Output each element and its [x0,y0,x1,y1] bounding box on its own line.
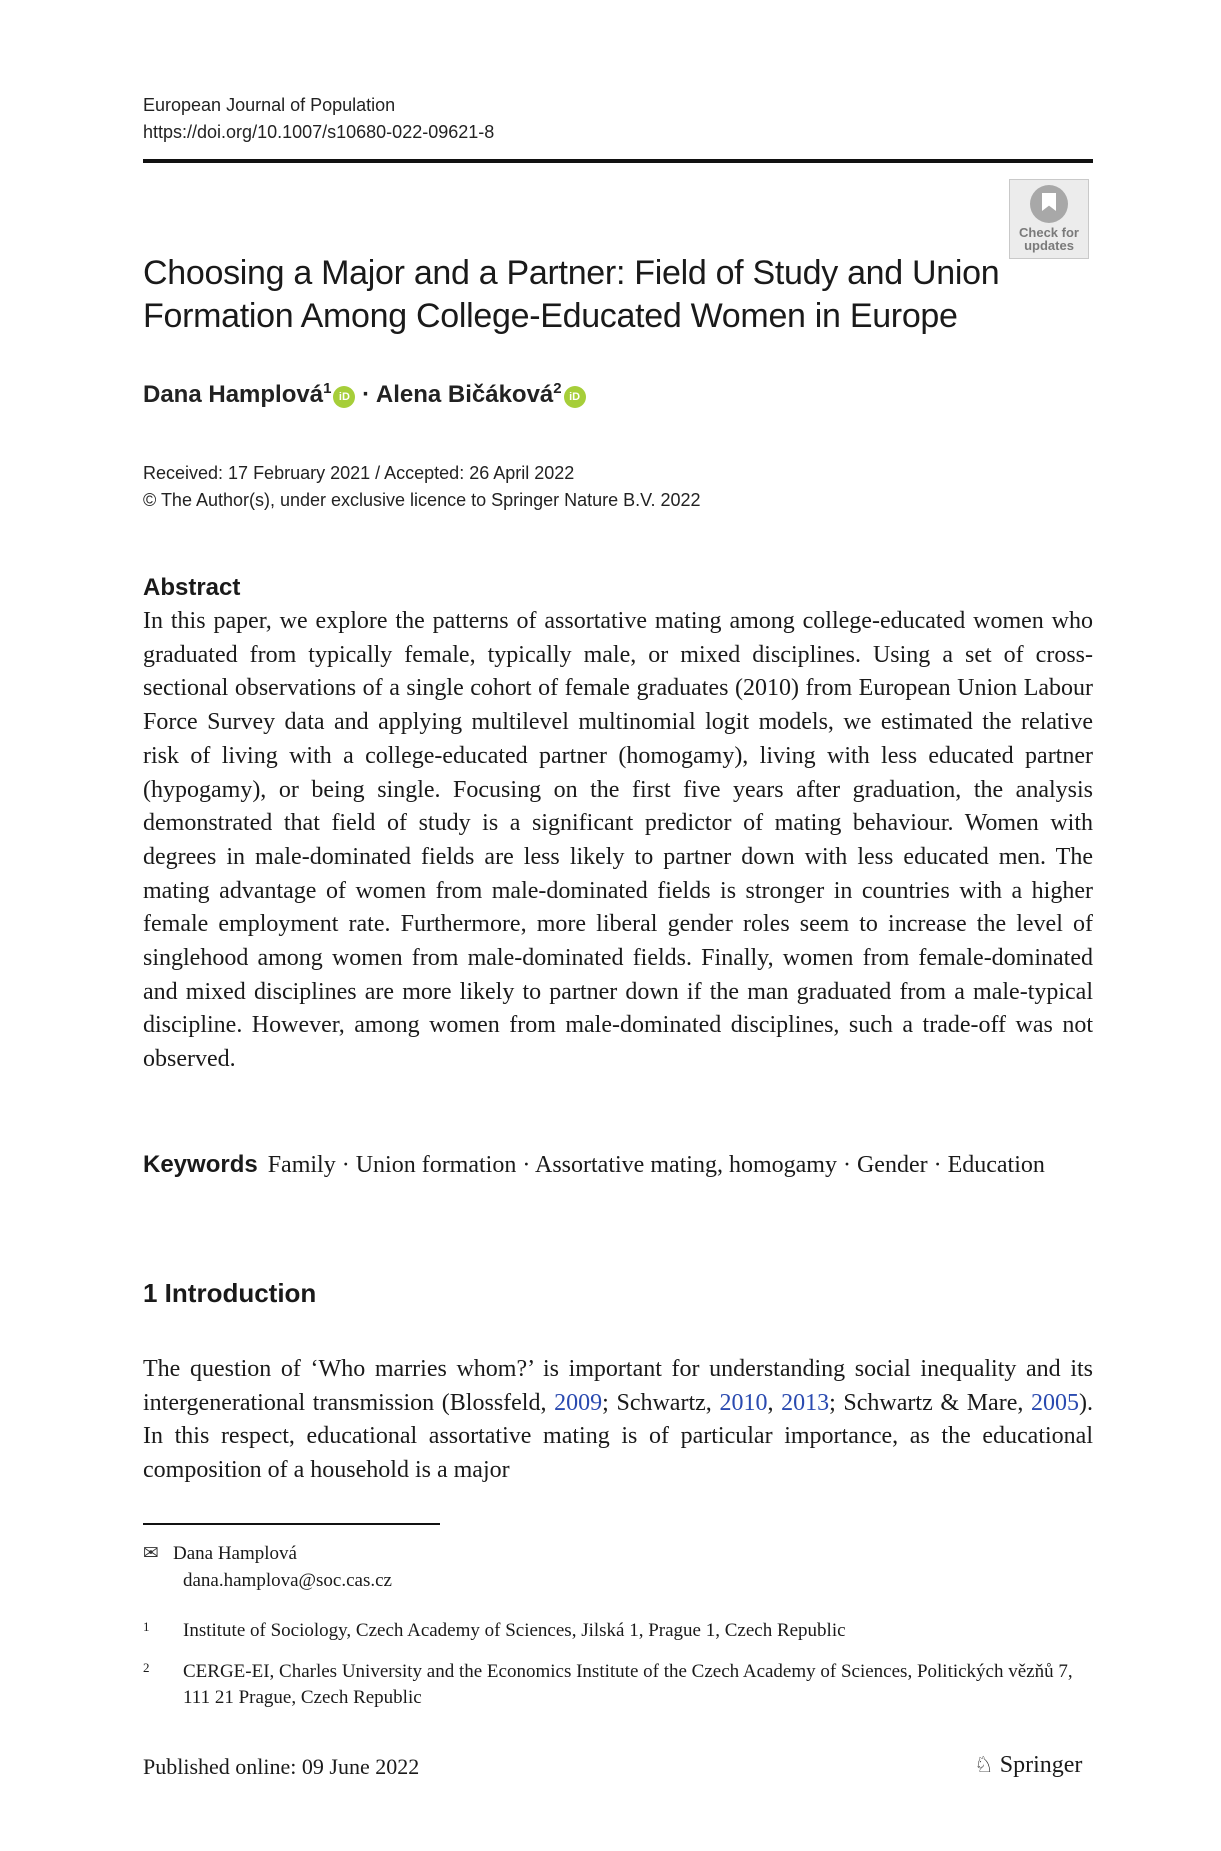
copyright-line: © The Author(s), under exclusive licence to Springer Nature B.V. 2022 [143,490,701,510]
keywords-label: Keywords [143,1151,258,1178]
journal-header [143,92,494,146]
contact-name: Dana Hamplová [173,1543,297,1564]
publisher-logo [974,1752,1082,1779]
bookmark-icon [1030,185,1068,223]
section-heading-introduction: 1 Introduction [143,1278,317,1308]
citation-link[interactable]: 2005 [1031,1389,1080,1416]
author-list [143,380,586,409]
author-name[interactable]: Alena Bičáková [375,381,554,408]
keywords [143,1148,1093,1182]
affiliation-2 [143,1659,1093,1711]
affiliation-number: 1 [143,1619,150,1634]
abstract-text: In this paper, we explore the patterns of assortative mating among college-educated women who graduated from typically female, typically male, or mixed disciplines. Using a set of cross-sectional observations of a single cohort of female graduates (2010) from European Union Labour Force Survey data and applying multilevel multinomial logit models, we estimated the relative risk of living with a college-educated partner (homogamy), living with less educated partner (hypogamy), or being single. Focusing on the first five years after graduation, the analysis demonstrated that field of study is a significant predictor of mating behaviour. Women with degrees in male-dominated fields are less likely to partner down with less educated men. The mating advantage of women from male-dominated fields is stronger in countries with a higher female employment rate. Furthermore, more liberal gender roles seem to increase the level of singlehood among women from male-dominated fields. Finally, women from female-dominated and mixed disciplines are more likely to partner down if the man graduated from a male-typical discipline. However, among women from male-dominated disciplines, such a trade-off was not observed. [143,608,1093,1073]
author-affiliation-mark: 1 [323,380,332,397]
header-rule [143,159,1093,163]
envelope-icon: ✉ [143,1542,159,1564]
introduction-paragraph: The question of ‘Who marries whom?’ is important for understanding social inequality and its intergenerational transmission (Blossfeld, 2009; Schwartz, 2010, 2013; Schwartz & Mare, 2005). In this respect, educational assortative mating is of particular importance, as the educational composition of a household is a major [143,1356,1094,1483]
check-for-updates-badge[interactable] [1009,179,1089,259]
article-history [143,460,701,514]
author-separator: · [362,381,371,408]
citation-link[interactable]: 2013 [781,1389,830,1416]
affiliation-text: Institute of Sociology, Czech Academy of Sciences, Jilská 1, Prague 1, Czech Republic [183,1620,846,1641]
affiliation-number: 2 [143,1660,150,1675]
published-online-date: Published online: 09 June 2022 [143,1754,420,1779]
check-badge-label: Check for updates [1019,225,1079,253]
doi-link[interactable]: https://doi.org/10.1007/s10680-022-09621-8 [143,122,495,142]
author-affiliation-mark: 2 [553,380,562,397]
contact-email[interactable]: dana.hamplova@soc.cas.cz [183,1570,392,1591]
abstract-heading: Abstract [143,574,241,601]
affiliation-1 [143,1618,1093,1644]
received-accepted-dates: Received: 17 February 2021 / Accepted: 26 April 2022 [143,463,575,483]
journal-name: European Journal of Population [143,95,396,115]
article-title: Choosing a Major and a Partner: Field of Study and Union Formation Among College-Educated Women in Europe [143,254,1000,335]
keywords-text: Family · Union formation · Assortative mating, homogamy · Gender · Education [267,1152,1045,1178]
author-name[interactable]: Dana Hamplová [143,381,324,408]
citation-link[interactable]: 2010 [719,1389,768,1416]
corresponding-author [143,1540,392,1594]
citation-link[interactable]: 2009 [554,1389,603,1416]
publisher-name: Springer [999,1752,1083,1778]
orcid-icon[interactable]: iD [333,386,355,408]
orcid-icon[interactable]: iD [564,386,586,408]
footnote-rule [143,1523,440,1525]
affiliation-text: CERGE-EI, Charles University and the Economics Institute of the Czech Academy of Sciences, Politických vězňů 7, 111 21 Prague, Czech Republic [183,1661,1073,1708]
springer-horse-icon: ♘ [974,1753,994,1778]
